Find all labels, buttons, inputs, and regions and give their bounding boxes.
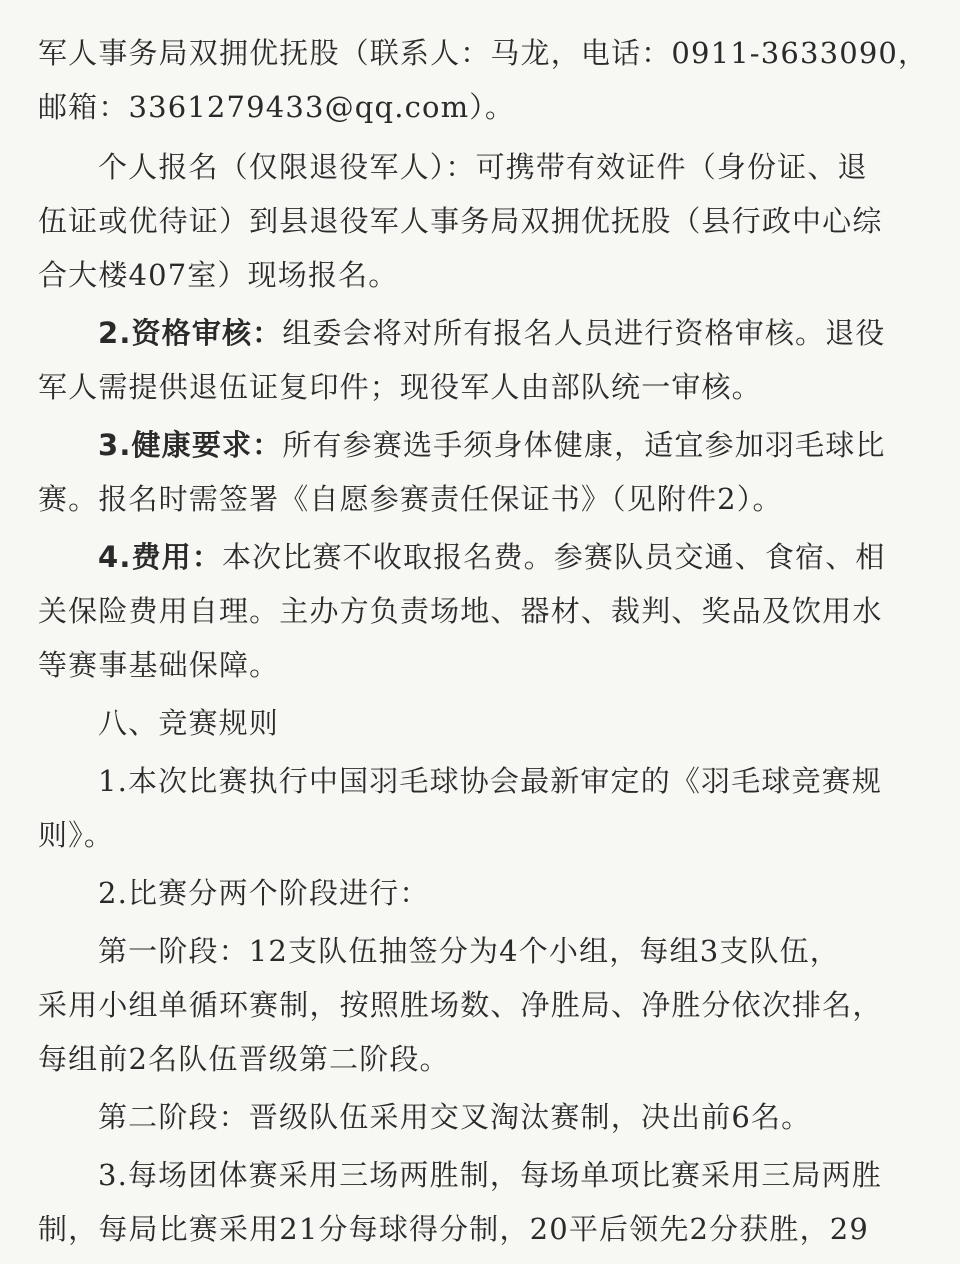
text-line-19: 每组前2名队伍晋级第二阶段。 [38,1042,450,1076]
text-line-17: 第一阶段：12支队伍抽签分为4个小组，每组3支队伍， [98,934,840,968]
text-line-2: 邮箱：3361279433@qq.com）。 [38,90,516,124]
text-line-1: 军人事务局双拥优抚股（联系人：马龙，电话：0911-3633090， [38,36,929,70]
fees-paragraph [98,530,960,584]
health-text: 所有参赛选手须身体健康，适宜参加羽毛球比 [282,428,886,462]
text-line-3: 个人报名（仅限退役军人）：可携带有效证件（身份证、退 [98,150,868,184]
health-paragraph [98,418,960,472]
text-line-22: 制，每局比赛采用21分每球得分制，20平后领先2分获胜，29 [38,1212,869,1246]
health-label: 3.健康要求： [98,428,283,462]
text-line-21: 3.每场团体赛采用三场两胜制，每场单项比赛采用三局两胜 [98,1158,882,1192]
qualification-paragraph [98,306,960,360]
text-line-18: 采用小组单循环赛制，按照胜场数、净胜局、净胜分依次排名， [38,988,883,1022]
section-heading-competition-rules: 八、竞赛规则 [98,706,279,740]
text-line-9: 赛。报名时需签署《自愿参赛责任保证书》（见附件2）。 [38,482,783,516]
text-line-5: 合大楼407室）现场报名。 [38,258,399,292]
text-line-11: 关保险费用自理。主办方负责场地、器材、裁判、奖品及饮用水 [38,594,883,628]
text-line-16: 2.比赛分两个阶段进行： [98,876,430,910]
qualification-text: 组委会将对所有报名人员进行资格审核。退役 [282,316,886,350]
fees-label: 4.费用： [98,540,222,574]
text-line-15: 则》。 [38,818,114,852]
text-line-12: 等赛事基础保障。 [38,648,280,682]
fees-text: 本次比赛不收取报名费。参赛队员交通、食宿、相 [222,540,886,574]
text-line-7: 军人需提供退伍证复印件；现役军人由部队统一审核。 [38,370,762,404]
text-line-4: 伍证或优待证）到县退役军人事务局双拥优抚股（县行政中心综 [38,204,883,238]
qualification-label: 2.资格审核： [98,316,283,350]
text-line-20: 第二阶段：晋级队伍采用交叉淘汰赛制，决出前6名。 [98,1100,812,1134]
text-line-14: 1.本次比赛执行中国羽毛球协会最新审定的《羽毛球竞赛规 [98,764,882,798]
